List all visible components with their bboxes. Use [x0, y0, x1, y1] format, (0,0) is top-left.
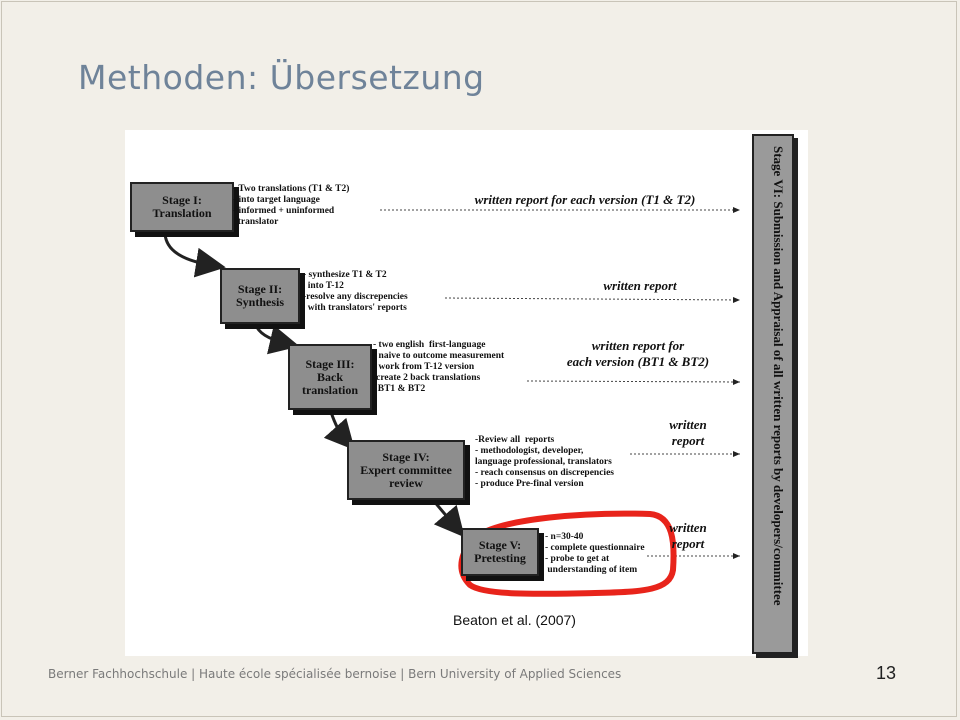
stage-1-box [130, 182, 234, 232]
page-number: 13 [876, 663, 897, 683]
stage-2-report: written report [603, 278, 677, 293]
stage-3-bullets: - two english first-language - naive to outcome measurement - work from T-12 version -create 2 back translations BT1 & BT2 [373, 340, 505, 394]
stage-2-bullets: - synthesize T1 & T2 into T-12 -resolve any discrepencies with translators' reports [303, 270, 408, 313]
slide-footer: Berner Fachhochschule | Haute école spécialisée bernoise | Bern University of Applied Sciences [48, 667, 622, 681]
stage-5-title: Stage V: [478, 538, 522, 552]
report-arrow-3 [527, 381, 740, 382]
stage-3-subtitle-2: translation [301, 382, 358, 397]
flow-arrow-2 [255, 323, 285, 343]
stage-2-box [220, 268, 300, 324]
stage-4-subtitle-2: review [389, 475, 423, 490]
stage-6-box [752, 134, 794, 654]
translation-process-figure [125, 130, 808, 656]
slide-title: Methoden: Übersetzung [78, 58, 485, 97]
stage-4-report: written report [669, 417, 707, 448]
stage-1-title: Stage I: [162, 193, 202, 207]
stage-5-box [461, 528, 539, 576]
citation: Beaton et al. (2007) [453, 612, 576, 628]
stage-5-bullets: - n=30-40 - complete questionnaire - probe to get at understanding of item [545, 532, 645, 575]
report-arrow-2 [445, 298, 740, 300]
stage-4-bullets: -Review all reports - methodologist, developer, language professional, translators - reach consensus on discrepencies - produce Pre-final version [475, 435, 614, 489]
stage-2-subtitle: Synthesis [235, 295, 285, 309]
stage-3-subtitle: Back [316, 369, 343, 384]
stage-3-box [288, 344, 372, 410]
stage-4-title: Stage IV: [382, 449, 430, 464]
stage-5-report: written report [669, 520, 707, 551]
stage-3-title: Stage III: [305, 356, 355, 371]
stage-1-bullets: - Two translations (T1 & T2) - into target language - informed + uninformed translator [233, 184, 350, 227]
stage-1-report: written report for each version (T1 & T2) [474, 192, 696, 207]
stage-2-title: Stage II: [237, 282, 283, 296]
stage-4-subtitle: Expert committee [360, 462, 452, 477]
flow-arrow-1 [165, 234, 211, 265]
stage-3-report: written report for each version (BT1 & BT2) [566, 338, 710, 369]
flow-arrow-3 [331, 412, 345, 439]
stage-6-label: Stage VI: Submission and Appraisal of all written reports by developers/committee [771, 146, 786, 606]
stage-4-box [347, 440, 465, 500]
stage-1-subtitle: Translation [152, 206, 212, 220]
stage-5-subtitle: Pretesting [474, 551, 526, 565]
